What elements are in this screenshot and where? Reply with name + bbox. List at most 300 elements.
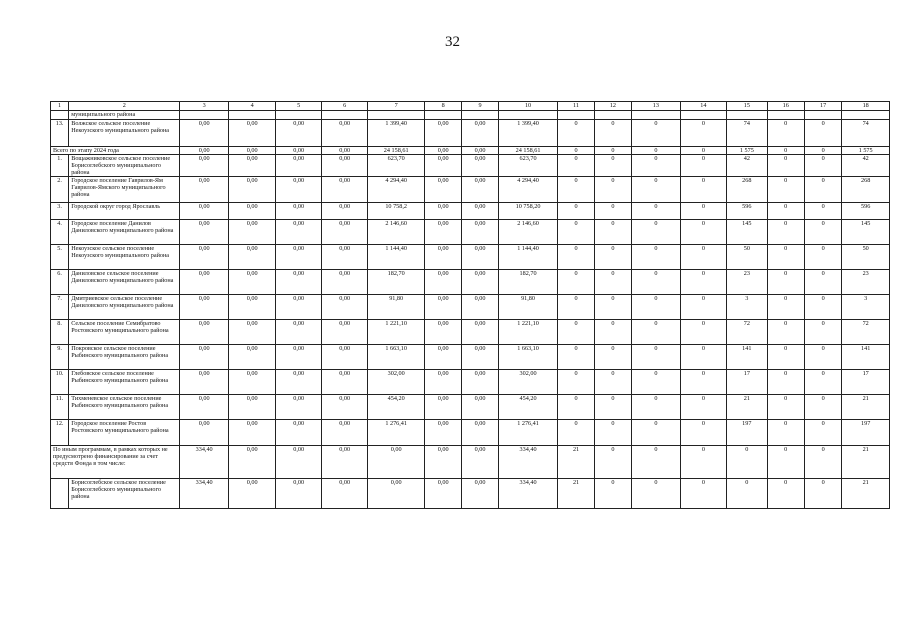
value-cell: 1 276,41: [498, 420, 558, 446]
value-cell: 334,40: [498, 479, 558, 509]
value-cell: 454,20: [368, 395, 425, 420]
municipality-name: Борисоглебское сельское поселение Борисоглебского муниципального района: [69, 479, 180, 509]
value-cell: 42: [842, 155, 890, 177]
value-cell: 21: [842, 479, 890, 509]
value-cell: 0,00: [276, 220, 321, 245]
value-cell: 0,00: [321, 345, 367, 370]
value-cell: 0: [558, 295, 594, 320]
value-cell: 0: [804, 177, 841, 203]
value-cell: 0,00: [368, 479, 425, 509]
value-cell: 0: [804, 320, 841, 345]
value-cell: 0: [594, 270, 631, 295]
value-cell: 3: [727, 295, 767, 320]
value-cell: 0: [767, 446, 804, 479]
value-cell: 0: [632, 203, 681, 220]
value-cell: [804, 111, 841, 120]
value-cell: 0,00: [424, 203, 461, 220]
column-number: 8: [424, 102, 461, 111]
value-cell: 0: [804, 120, 841, 147]
value-cell: 1 276,41: [368, 420, 425, 446]
value-cell: 0: [804, 370, 841, 395]
value-cell: 0: [767, 420, 804, 446]
value-cell: 0,00: [462, 177, 498, 203]
value-cell: 0: [680, 177, 726, 203]
value-cell: 0,00: [228, 345, 276, 370]
value-cell: 0: [680, 345, 726, 370]
value-cell: 0,00: [180, 120, 229, 147]
value-cell: 0,00: [424, 270, 461, 295]
value-cell: [680, 111, 726, 120]
value-cell: 0: [767, 370, 804, 395]
row-number: [51, 479, 69, 509]
value-cell: 2 146,60: [498, 220, 558, 245]
value-cell: 0,00: [321, 420, 367, 446]
value-cell: 1 663,10: [368, 345, 425, 370]
column-number: 14: [680, 102, 726, 111]
value-cell: 0,00: [424, 320, 461, 345]
value-cell: 0,00: [321, 147, 367, 155]
value-cell: 334,40: [180, 479, 229, 509]
value-cell: 0,00: [462, 370, 498, 395]
value-cell: 21: [842, 395, 890, 420]
value-cell: 0,00: [180, 320, 229, 345]
value-cell: 0,00: [462, 245, 498, 270]
value-cell: 23: [842, 270, 890, 295]
value-cell: 0,00: [321, 245, 367, 270]
value-cell: 0,00: [424, 370, 461, 395]
value-cell: 0: [680, 203, 726, 220]
value-cell: 0: [767, 220, 804, 245]
value-cell: [498, 111, 558, 120]
value-cell: 0: [767, 395, 804, 420]
value-cell: 0,00: [462, 220, 498, 245]
value-cell: 0,00: [321, 395, 367, 420]
value-cell: 0: [558, 420, 594, 446]
row-label: По иным программам, в рамках которых не предусмотрено финансирование за счет средств Фонда в том числе:: [51, 446, 180, 479]
value-cell: 0,00: [321, 155, 367, 177]
value-cell: 0: [680, 420, 726, 446]
column-number: 1: [51, 102, 69, 111]
value-cell: 0,00: [228, 270, 276, 295]
value-cell: 0: [558, 220, 594, 245]
value-cell: 0: [680, 479, 726, 509]
value-cell: 0,00: [424, 446, 461, 479]
table-row: [51, 370, 890, 395]
value-cell: 0,00: [228, 370, 276, 395]
value-cell: 0: [594, 479, 631, 509]
value-cell: 0,00: [276, 245, 321, 270]
value-cell: 1 663,10: [498, 345, 558, 370]
value-cell: 302,00: [368, 370, 425, 395]
value-cell: 0,00: [180, 345, 229, 370]
row-number: 7.: [51, 295, 69, 320]
value-cell: 1 399,40: [368, 120, 425, 147]
value-cell: 0: [594, 203, 631, 220]
value-cell: 0,00: [180, 295, 229, 320]
value-cell: 0: [804, 395, 841, 420]
value-cell: 0: [680, 147, 726, 155]
row-number: 12.: [51, 420, 69, 446]
value-cell: 0,00: [276, 120, 321, 147]
value-cell: 1 144,40: [368, 245, 425, 270]
value-cell: 0,00: [228, 120, 276, 147]
value-cell: 4 294,40: [368, 177, 425, 203]
value-cell: 0: [680, 395, 726, 420]
value-cell: 0: [594, 446, 631, 479]
municipality-name: Вощажниковское сельское поселение Борисоглебского муниципального района: [69, 155, 180, 177]
value-cell: 0: [594, 345, 631, 370]
value-cell: 0: [594, 245, 631, 270]
value-cell: 0,00: [276, 295, 321, 320]
value-cell: 0: [767, 203, 804, 220]
column-number: 7: [368, 102, 425, 111]
value-cell: 0: [594, 147, 631, 155]
column-number: 3: [180, 102, 229, 111]
value-cell: 0: [558, 203, 594, 220]
value-cell: 0: [680, 295, 726, 320]
value-cell: 0,00: [276, 479, 321, 509]
row-number: 5.: [51, 245, 69, 270]
value-cell: 0,00: [462, 320, 498, 345]
value-cell: 0: [680, 446, 726, 479]
value-cell: 0,00: [462, 120, 498, 147]
value-cell: 0,00: [424, 120, 461, 147]
value-cell: 0: [558, 345, 594, 370]
value-cell: 0,00: [321, 220, 367, 245]
value-cell: 0,00: [462, 270, 498, 295]
value-cell: 0: [558, 395, 594, 420]
column-number: 11: [558, 102, 594, 111]
municipality-name: Городское поселение Гаврилов-Ям Гаврилов-Ямского муниципального района: [69, 177, 180, 203]
value-cell: 0: [632, 295, 681, 320]
value-cell: 0: [594, 370, 631, 395]
column-number: 10: [498, 102, 558, 111]
value-cell: 0: [558, 270, 594, 295]
value-cell: 21: [727, 395, 767, 420]
value-cell: 21: [842, 446, 890, 479]
value-cell: [594, 111, 631, 120]
table-row: [51, 245, 890, 270]
municipality-name: Тихменевское сельское поселение Рыбинского муниципального района: [69, 395, 180, 420]
value-cell: 0: [632, 177, 681, 203]
value-cell: 17: [842, 370, 890, 395]
row-number: 4.: [51, 220, 69, 245]
value-cell: 0: [727, 446, 767, 479]
value-cell: 0: [594, 320, 631, 345]
value-cell: 0,00: [462, 155, 498, 177]
column-number: 12: [594, 102, 631, 111]
value-cell: [368, 111, 425, 120]
value-cell: [424, 111, 461, 120]
page-number: 32: [445, 34, 460, 50]
value-cell: 24 158,61: [368, 147, 425, 155]
value-cell: 197: [727, 420, 767, 446]
table-row: [51, 203, 890, 220]
value-cell: 596: [727, 203, 767, 220]
municipality-name: Дмитриевское сельское поселение Даниловского муниципального района: [69, 295, 180, 320]
value-cell: 0: [558, 370, 594, 395]
value-cell: 0,00: [424, 155, 461, 177]
table-row: [51, 320, 890, 345]
value-cell: 0: [632, 320, 681, 345]
value-cell: 0: [558, 155, 594, 177]
municipality-name: Волжское сельское поселение Некоузского муниципального района: [69, 120, 180, 147]
value-cell: 0,00: [228, 203, 276, 220]
value-cell: [727, 111, 767, 120]
value-cell: 23: [727, 270, 767, 295]
value-cell: 0,00: [180, 370, 229, 395]
table-row: [51, 155, 890, 177]
value-cell: 0: [632, 120, 681, 147]
data-table: [50, 101, 890, 509]
value-cell: 1 221,10: [498, 320, 558, 345]
value-cell: 0,00: [276, 203, 321, 220]
value-cell: 0: [680, 245, 726, 270]
value-cell: 1 575: [727, 147, 767, 155]
value-cell: 0: [632, 446, 681, 479]
value-cell: 0: [680, 155, 726, 177]
value-cell: 0: [767, 120, 804, 147]
table-row: [51, 446, 890, 479]
value-cell: 0,00: [424, 177, 461, 203]
value-cell: 50: [727, 245, 767, 270]
value-cell: 0,00: [228, 320, 276, 345]
value-cell: 0: [632, 345, 681, 370]
value-cell: 0: [767, 295, 804, 320]
value-cell: 0,00: [321, 177, 367, 203]
column-number: 2: [69, 102, 180, 111]
value-cell: 334,40: [180, 446, 229, 479]
value-cell: 0,00: [462, 395, 498, 420]
row-label: Всего по этапу 2024 года: [51, 147, 180, 155]
value-cell: [180, 111, 229, 120]
column-number-row: [51, 102, 890, 111]
value-cell: 0,00: [228, 295, 276, 320]
value-cell: 0,00: [180, 220, 229, 245]
value-cell: 0: [594, 177, 631, 203]
value-cell: 182,70: [498, 270, 558, 295]
value-cell: 0: [632, 245, 681, 270]
column-number: 17: [804, 102, 841, 111]
value-cell: 2 146,60: [368, 220, 425, 245]
column-number: 16: [767, 102, 804, 111]
value-cell: 0,00: [321, 370, 367, 395]
value-cell: 197: [842, 420, 890, 446]
value-cell: 0: [767, 270, 804, 295]
value-cell: [276, 111, 321, 120]
value-cell: 0,00: [180, 147, 229, 155]
value-cell: 0: [680, 220, 726, 245]
value-cell: 0,00: [228, 147, 276, 155]
value-cell: 0: [767, 147, 804, 155]
value-cell: 596: [842, 203, 890, 220]
value-cell: 268: [842, 177, 890, 203]
value-cell: 0: [804, 420, 841, 446]
row-number: 2.: [51, 177, 69, 203]
column-number: 4: [228, 102, 276, 111]
value-cell: 0: [558, 320, 594, 345]
value-cell: 145: [842, 220, 890, 245]
table-row: [51, 345, 890, 370]
value-cell: [321, 111, 367, 120]
value-cell: 0: [804, 345, 841, 370]
value-cell: 141: [727, 345, 767, 370]
value-cell: 0,00: [180, 177, 229, 203]
table-row: [51, 295, 890, 320]
value-cell: 1 221,10: [368, 320, 425, 345]
table-row: [51, 177, 890, 203]
value-cell: 17: [727, 370, 767, 395]
value-cell: 0: [680, 270, 726, 295]
value-cell: 1 399,40: [498, 120, 558, 147]
value-cell: 0,00: [228, 420, 276, 446]
value-cell: 0: [767, 155, 804, 177]
value-cell: 0: [632, 147, 681, 155]
value-cell: 623,70: [498, 155, 558, 177]
value-cell: 0,00: [321, 270, 367, 295]
value-cell: 0: [804, 220, 841, 245]
value-cell: 0: [632, 270, 681, 295]
municipality-name: Покровское сельское поселение Рыбинского муниципального района: [69, 345, 180, 370]
table-row: [51, 270, 890, 295]
value-cell: 50: [842, 245, 890, 270]
value-cell: 0,00: [321, 203, 367, 220]
table-row: [51, 395, 890, 420]
value-cell: 0,00: [180, 270, 229, 295]
value-cell: 0,00: [276, 446, 321, 479]
row-number: [51, 111, 69, 120]
value-cell: 0,00: [228, 177, 276, 203]
value-cell: 1 144,40: [498, 245, 558, 270]
value-cell: 0: [632, 220, 681, 245]
value-cell: 0: [594, 295, 631, 320]
municipality-name: Городское поселение Данилов Даниловского муниципального района: [69, 220, 180, 245]
value-cell: 0,00: [321, 446, 367, 479]
value-cell: 74: [842, 120, 890, 147]
value-cell: 454,20: [498, 395, 558, 420]
value-cell: 0: [632, 420, 681, 446]
value-cell: [842, 111, 890, 120]
row-number: 8.: [51, 320, 69, 345]
value-cell: [462, 111, 498, 120]
value-cell: 0,00: [424, 295, 461, 320]
value-cell: 0,00: [462, 446, 498, 479]
value-cell: 0,00: [424, 420, 461, 446]
value-cell: 0,00: [180, 203, 229, 220]
value-cell: 0,00: [462, 345, 498, 370]
value-cell: 0,00: [276, 345, 321, 370]
value-cell: 0: [594, 220, 631, 245]
value-cell: 0,00: [180, 395, 229, 420]
value-cell: 0,00: [462, 203, 498, 220]
value-cell: 0,00: [276, 147, 321, 155]
municipality-name: Глебовское сельское поселение Рыбинского муниципального района: [69, 370, 180, 395]
value-cell: 0: [558, 147, 594, 155]
value-cell: 72: [842, 320, 890, 345]
value-cell: 0,00: [228, 245, 276, 270]
value-cell: 0,00: [321, 320, 367, 345]
value-cell: 0: [558, 245, 594, 270]
value-cell: 0,00: [462, 147, 498, 155]
value-cell: 0: [767, 320, 804, 345]
column-number: 6: [321, 102, 367, 111]
value-cell: 0: [804, 147, 841, 155]
value-cell: 0,00: [424, 395, 461, 420]
value-cell: 0,00: [424, 147, 461, 155]
value-cell: 0: [804, 203, 841, 220]
value-cell: 1 575: [842, 147, 890, 155]
value-cell: [632, 111, 681, 120]
value-cell: 0: [632, 395, 681, 420]
value-cell: 91,80: [498, 295, 558, 320]
value-cell: 72: [727, 320, 767, 345]
value-cell: 0,00: [321, 479, 367, 509]
value-cell: 0,00: [462, 420, 498, 446]
table-row: [51, 420, 890, 446]
value-cell: 0: [804, 446, 841, 479]
value-cell: 0,00: [424, 220, 461, 245]
value-cell: 0: [767, 479, 804, 509]
value-cell: 0,00: [462, 295, 498, 320]
row-number: 9.: [51, 345, 69, 370]
value-cell: 91,80: [368, 295, 425, 320]
value-cell: 0,00: [276, 420, 321, 446]
table-row: [51, 479, 890, 509]
table-row: [51, 147, 890, 155]
value-cell: 0,00: [276, 177, 321, 203]
value-cell: 0: [680, 120, 726, 147]
value-cell: 0: [680, 320, 726, 345]
table-row: [51, 220, 890, 245]
value-cell: 0: [558, 177, 594, 203]
value-cell: 10 758,2: [368, 203, 425, 220]
row-number: 3.: [51, 203, 69, 220]
value-cell: 21: [558, 479, 594, 509]
row-number: 6.: [51, 270, 69, 295]
value-cell: 0: [558, 120, 594, 147]
value-cell: 0,00: [228, 220, 276, 245]
municipality-name: Даниловское сельское поселение Даниловского муниципального района: [69, 270, 180, 295]
value-cell: 0: [804, 295, 841, 320]
value-cell: 0,00: [228, 395, 276, 420]
value-cell: 42: [727, 155, 767, 177]
column-number: 13: [632, 102, 681, 111]
value-cell: 10 758,20: [498, 203, 558, 220]
value-cell: 302,00: [498, 370, 558, 395]
value-cell: 0,00: [180, 420, 229, 446]
row-number: 13.: [51, 120, 69, 147]
value-cell: 0,00: [228, 155, 276, 177]
municipality-name: Некоузское сельское поселение Некоузского муниципального района: [69, 245, 180, 270]
value-cell: 145: [727, 220, 767, 245]
column-number: 15: [727, 102, 767, 111]
value-cell: 0,00: [321, 295, 367, 320]
value-cell: 182,70: [368, 270, 425, 295]
value-cell: 4 294,40: [498, 177, 558, 203]
value-cell: 0: [767, 245, 804, 270]
value-cell: 0,00: [368, 446, 425, 479]
value-cell: 268: [727, 177, 767, 203]
value-cell: 0,00: [276, 270, 321, 295]
value-cell: 0,00: [462, 479, 498, 509]
value-cell: 24 158,61: [498, 147, 558, 155]
row-number: 10.: [51, 370, 69, 395]
value-cell: 0: [804, 245, 841, 270]
value-cell: 0,00: [228, 479, 276, 509]
value-cell: 0: [767, 177, 804, 203]
value-cell: 0,00: [228, 446, 276, 479]
municipality-name: Сельское поселение Семибратово Ростовского муниципального района: [69, 320, 180, 345]
